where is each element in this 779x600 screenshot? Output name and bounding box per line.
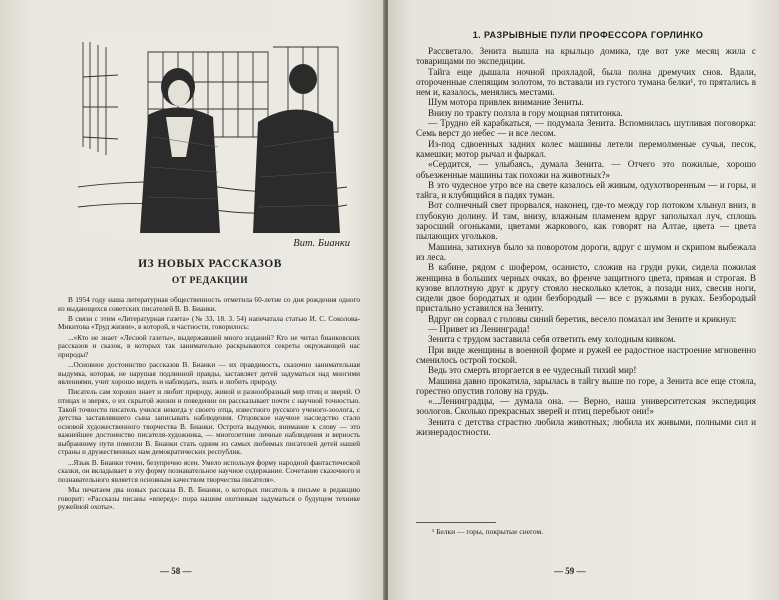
paragraph: Внизу по тракту ползла в гору мощная пятитонка. [428, 107, 623, 118]
paragraph: В 1954 году наша литературная общественность отметила 60-летие со дня рождения одного из выдающихся советских писателей В. В. Бианки. [58, 295, 360, 313]
paragraph: Шум мотора привлек внимание Зениты. [428, 97, 584, 108]
paragraph: Машина, затихнув было за поворотом дороги, вдруг с шумом и скрипом выбежала из леса. [416, 241, 756, 262]
paragraph: «Сердится, — улыбаясь, думала Зенита. — Отчего это пожилые, хорошо объезженные машины так похожи на животных?» [416, 159, 756, 180]
page-number: — 58 — [160, 566, 192, 576]
paragraph: Ведь это смерть вторгается в ее чудесный тихий мир! [428, 365, 637, 376]
editorial-text [58, 296, 360, 513]
page-number: — 59 — [554, 566, 586, 576]
right-page [388, 0, 779, 600]
paragraph: — Трудно ей карабкаться, — подумала Зенита. Вспомнилась шутливая поговорка: Семь верст до небес — и все лесом. [416, 118, 756, 139]
left-page [0, 0, 385, 600]
paragraph: В связи с этим «Литературная газета» (№ 33, 18. 3. 54) напечатала статью И. С. Соколова-Микитова «Труд жизни», в которой, в частности, говорилось: [58, 313, 360, 332]
chapter-title: 1. РАЗРЫВНЫЕ ПУЛИ ПРОФЕССОРА ГОРЛИНКО [472, 30, 704, 40]
paragraph: — Привет из Ленинграда! [428, 324, 530, 335]
section-heading: ИЗ НОВЫХ РАССКАЗОВ [138, 258, 282, 270]
paragraph: Вдруг он сорвал с головы синий беретик, весело помахал им Зените и крикнул: [428, 313, 737, 324]
footnote-divider [416, 522, 496, 523]
paragraph: ...Основное достоинство рассказов В. Бианки — их правдивость, сказочно занимательная выдумка, которая, не нарушая подлинной правды, заставляет детей задуматься над многими явлениями, учит хорошо видеть и наблюдать, знать и любить природу. [58, 359, 360, 387]
paragraph: Тайга еще дышала ночной прохладой, была полна дремучих снов. Вдали, отороченные слепящим золотом, то вставали из густого тумана белки¹, то прятались в нем и, казалось, менялись местами. [416, 66, 756, 98]
footnote: ¹ Белки — горы, покрытые снегом. [432, 527, 544, 536]
paragraph: Писатель сам хорошо знает и любит природу, живой и разнообразный мир птиц и зверей. О птицах и зверях, о их скрытой жизни и поведении он рассказывает почти с научной точностью. Такой точности писатель учился некогда у своего отца, известного русского ученого-зоолога, с детства заставлявшего сына записывать наблюдения. Отцовское научное наследство стало основой художественного творчества В. Бианки. Острота выдумки, внимание к слову — это важнейшее достоинство писателя-художника, — многолетние личные наблюдения и верность выбранному пути помогли В. Бианки стать одним из самых любимых писателей детей нашей страны и дружественных нам демократических республик. [58, 387, 360, 457]
story-text [416, 46, 756, 437]
illustration-image [78, 37, 347, 233]
paragraph: Машина давно прокатила, зарылась в тайгу выше по горе, а Зенита все еще стояла, горестно опустив голову на грудь. [416, 375, 756, 396]
paragraph: Рассветало. Зенита вышла на крыльцо домика, где вот уже месяц жила с товарищами по экспедиции. [416, 46, 756, 67]
paragraph: При виде женщины в военной форме и ружей ее радостное настроение мгновенно сменилось острой тоской. [416, 344, 756, 365]
paragraph: Зенита с детства страстно любила животных; любила их живыми, полными сил и жизнерадостности. [416, 416, 756, 437]
paragraph: Зенита с трудом заставила себя ответить ему холодным кивком. [428, 334, 676, 345]
paragraph: В это чудесное утро все на свете казалось ей живым, одухотворенным — и горы, и тайга, и клубящийся в падях туман. [416, 179, 756, 201]
editorial-subheading: ОТ РЕДАКЦИИ [171, 276, 249, 286]
paragraph: Мы печатаем два новых рассказа В. В. Бианки, о которых писатель в письме в редакцию говорит: «Рассказы писаны «вперед»: пора нашим охотникам задуматься о будущем технике ружейной охоты». [58, 485, 360, 512]
paragraph: «...Ленинградцы, — думала она. — Верно, наша университетская экспедиция зоологов. Сколько прекрасных зверей и птиц перебьют они!» [416, 396, 756, 417]
paragraph: ...Язык В. Бианки точен, безупречно ясен. Умело используя форму народной фантастической сказки, он вкладывает в эту форму познавательное научное содержание. Сочетание сказочного и познавательного является основным качеством творчества писателя». [58, 457, 360, 484]
paragraph: Вот солнечный свет прорвался, наконец, где-то между гор потоком хлынул вниз, в глубокую долину. И там, внизу, влажным пламенем вдруг заполыхал луч, сплошь заросший огоньками, цветами жаркового, как говорят на Алтае, цвета — цвета пылающих угольков. [416, 200, 756, 242]
author-signature: Вит. Бианки [293, 238, 350, 249]
paragraph: В кабине, рядом с шофером, осанисто, сложив на груди руки, сидела пожилая женщина в больших черных очках, во френче защитного цвета, прямая и строгая. В кузове вплотную друг к другу стояло несколько клеток, а позади них, свесив ноги, сидели двое бородатых и один безбородый — все с ружьями в руках. Безбородый пристально уставился на Зениту. [416, 262, 756, 314]
paragraph: ...«Кто не знает «Лесной газеты», выдержавшей много изданий? Кто не читал бианковских рассказов и сказок, в которых так занимательно раскрываются секреты окружающей нас природы? [58, 332, 360, 359]
paragraph: Из-под сдвоенных задних колес машины летели перемолменые сучья, песок, камешки; мотор рычал и фыркал. [416, 138, 756, 159]
